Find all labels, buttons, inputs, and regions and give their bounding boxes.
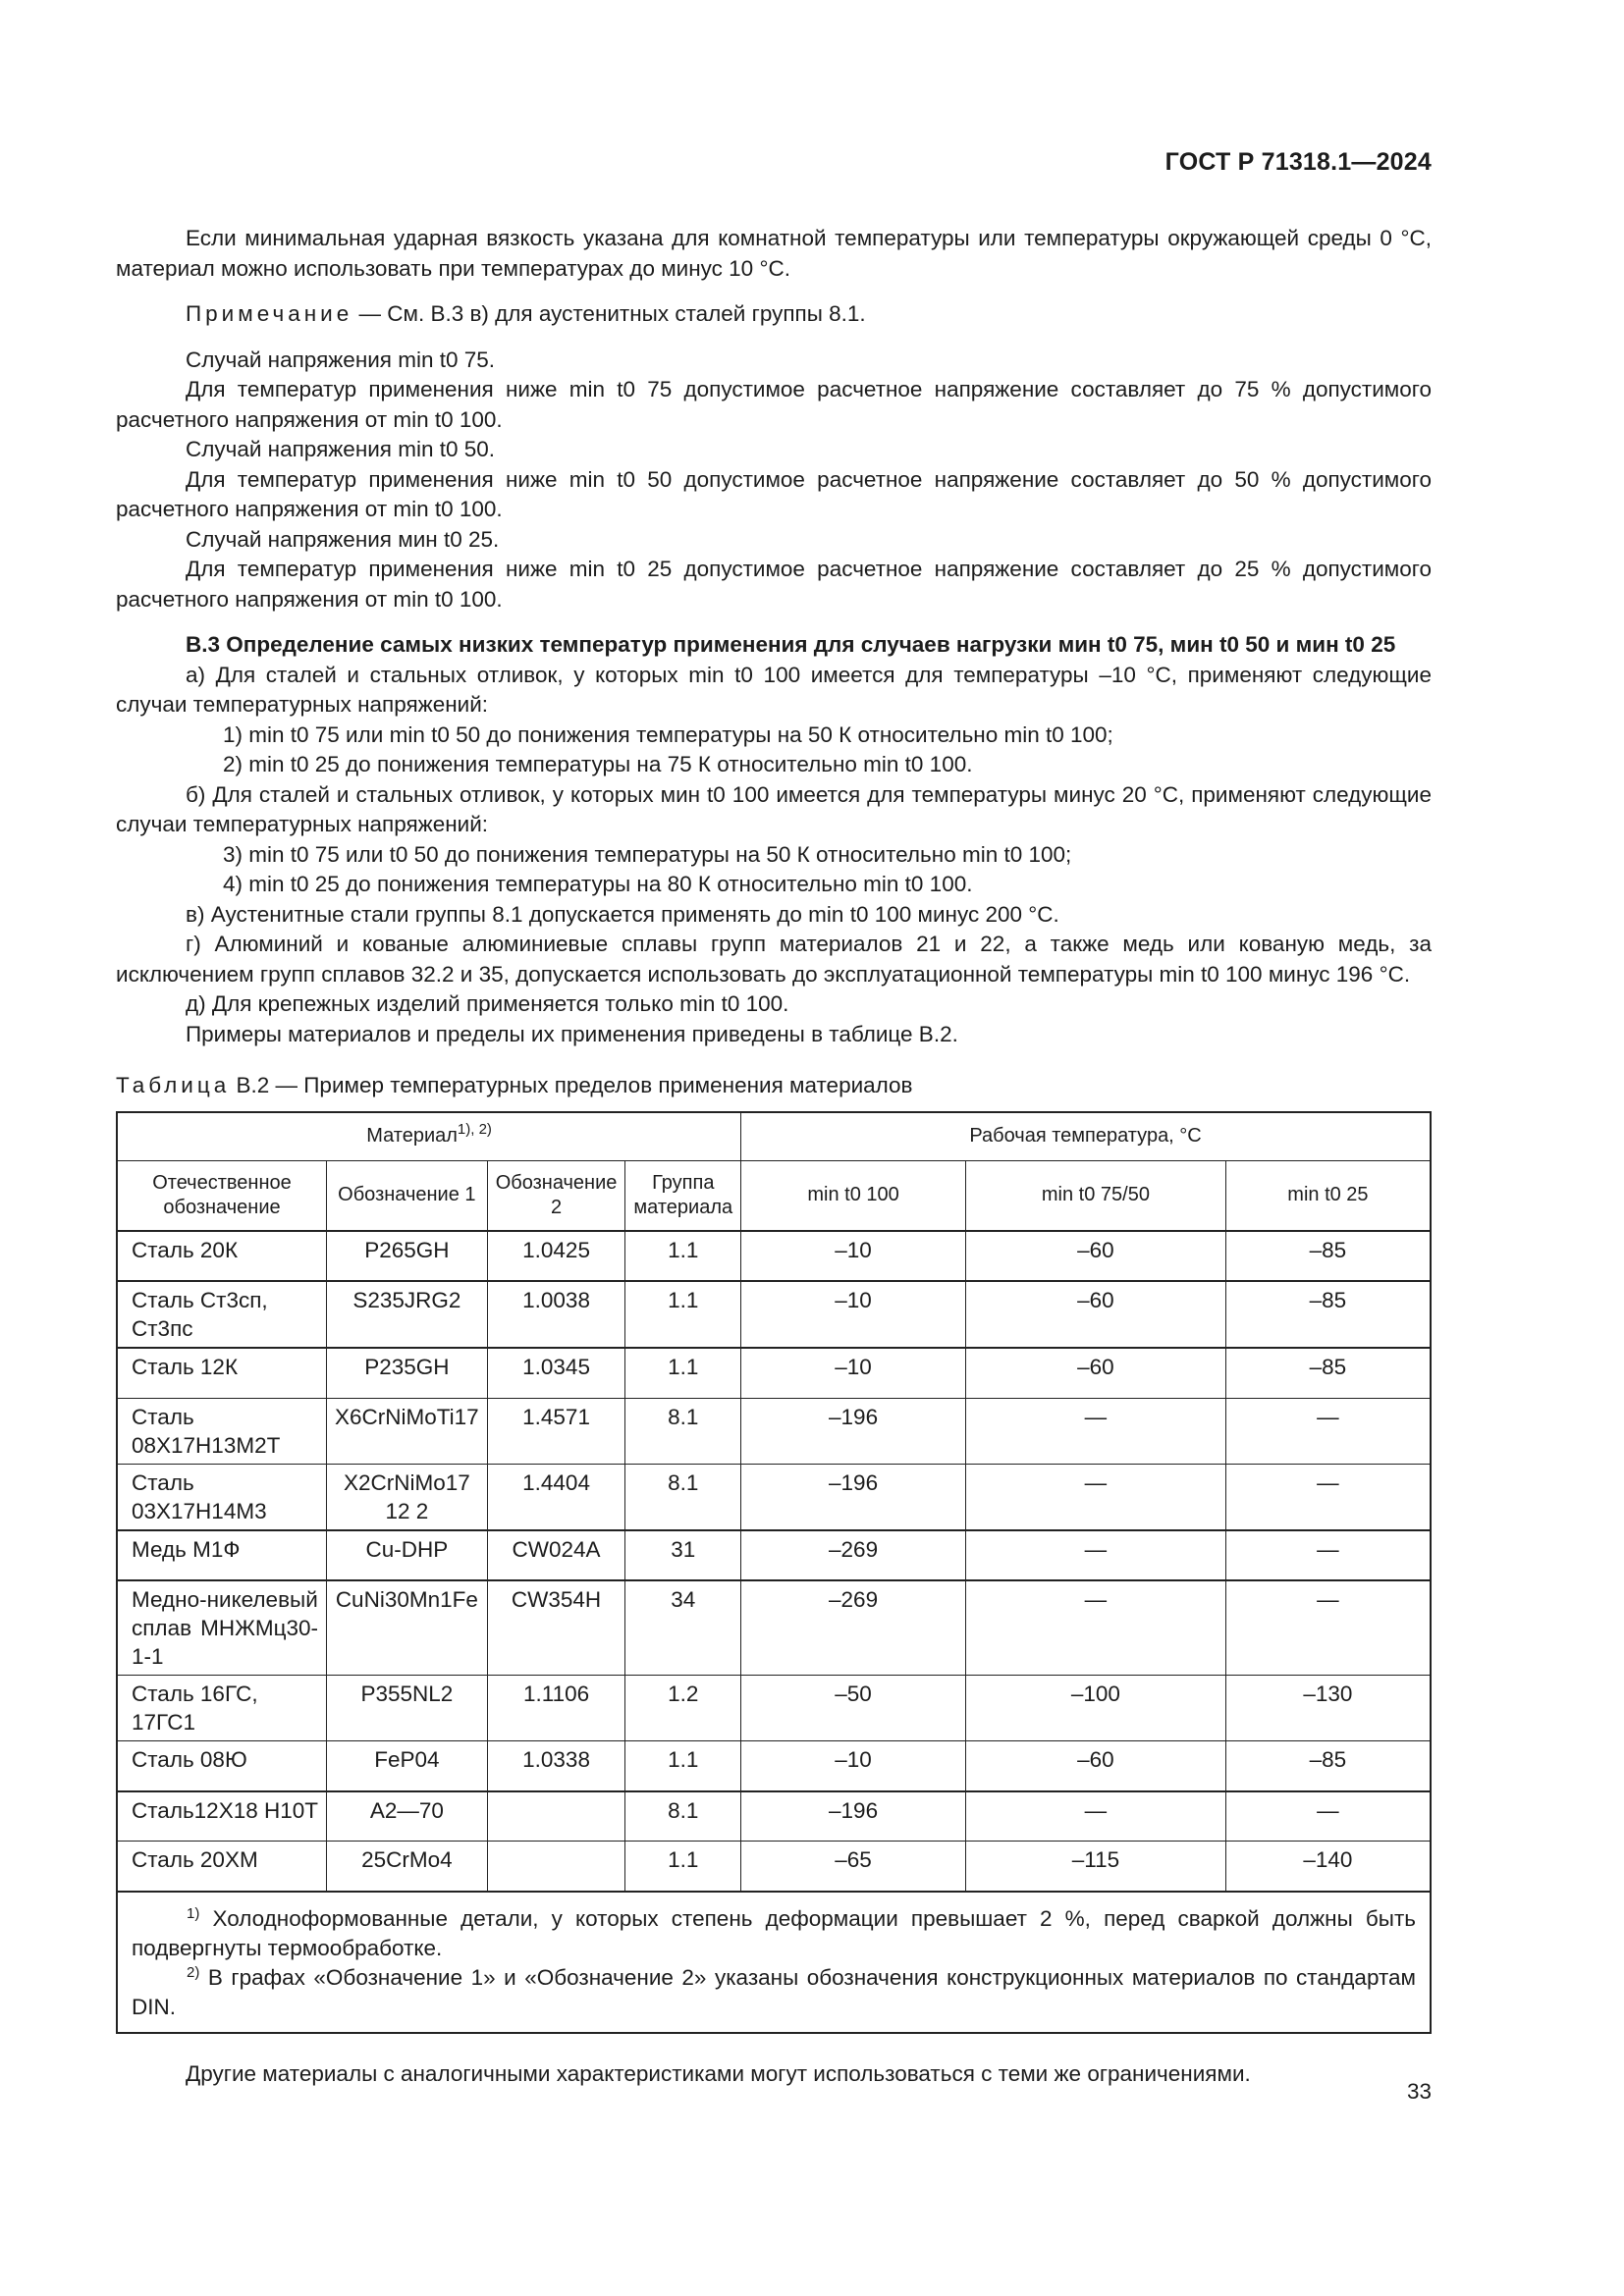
cell-t100: –196 <box>741 1791 966 1842</box>
cell-t75: –115 <box>966 1842 1226 1892</box>
cell-designation-2: 1.4571 <box>487 1398 625 1464</box>
item-v: в) Аустенитные стали группы 8.1 допускается применять до min t0 100 минус 200 °С. <box>186 901 1059 927</box>
table-row <box>117 1530 1431 1581</box>
cell-group: 1.1 <box>625 1741 741 1791</box>
item-d: д) Для крепежных изделий применяется только min t0 100. <box>186 991 789 1016</box>
materials-table <box>116 1111 1432 2034</box>
header-material-sup: 1), 2) <box>457 1121 492 1138</box>
footnote-1-text: Холодноформованные детали, у которых степень деформации превышает 2 %, перед сваркой должны быть подвергнуты термообработке. <box>132 1905 1416 1960</box>
cell-designation-1: P235GH <box>327 1348 488 1398</box>
cell-t75: –60 <box>966 1281 1226 1348</box>
cell-t75: –60 <box>966 1741 1226 1791</box>
item-a2: 2) min t0 25 до понижения температуры на 75 К относительно min t0 100. <box>223 752 973 776</box>
cell-designation-1: CuNi30Mn1Fe <box>327 1580 488 1676</box>
header-domestic: Отечественное обозначение <box>117 1160 327 1231</box>
case-25-text: Для температур применения ниже min t0 25 допустимое расчетное напряжение составляет до 25 % допустимого расчетного напряжения от min t0 100. <box>116 557 1432 612</box>
cell-t100: –65 <box>741 1842 966 1892</box>
cell-t25: –85 <box>1225 1281 1431 1348</box>
section-b3-heading: В.3 Определение самых низких температур применения для случаев нагрузки мин t0 75, мин t0 50 и мин t0 25 <box>186 632 1396 657</box>
cell-t100: –50 <box>741 1676 966 1741</box>
cell-t25: –85 <box>1225 1741 1431 1791</box>
cell-t100: –10 <box>741 1348 966 1398</box>
cell-group: 1.1 <box>625 1842 741 1892</box>
cell-t100: –10 <box>741 1741 966 1791</box>
cell-t100: –269 <box>741 1530 966 1581</box>
header-t75-50: min t0 75/50 <box>966 1160 1226 1231</box>
table-row <box>117 1464 1431 1530</box>
cell-name: Медно-никелевый сплав МНЖМц30-1-1 <box>117 1580 327 1676</box>
case-75-text: Для температур применения ниже min t0 75 допустимое расчетное напряжение составляет до 75 % допустимого расчетного напряжения от min t0 100. <box>116 377 1432 432</box>
case-25-title: Случай напряжения мин t0 25. <box>186 526 500 552</box>
table-row <box>117 1398 1431 1464</box>
cell-name: Сталь 16ГС, 17ГС1 <box>117 1676 327 1741</box>
cell-group: 34 <box>625 1580 741 1676</box>
cell-designation-1: X2CrNiMo17 12 2 <box>327 1464 488 1530</box>
header-work-temp: Рабочая температура, °С <box>741 1112 1431 1161</box>
table-caption-text: В.2 — Пример температурных пределов применения материалов <box>230 1073 913 1097</box>
table-caption-label: Таблица <box>116 1073 231 1097</box>
note-line <box>116 299 1432 330</box>
cell-designation-2: 1.4404 <box>487 1464 625 1530</box>
item-a1: 1) min t0 75 или min t0 50 до понижения температуры на 50 К относительно min t0 100; <box>223 721 1113 747</box>
item-b3: 3) min t0 75 или t0 50 до понижения температуры на 50 К относительно min t0 100; <box>223 841 1072 867</box>
table-row <box>117 1580 1431 1676</box>
footnote-2-text: В графах «Обозначение 1» и «Обозначение 2» указаны обозначения конструкционных материалов по стандартам DIN. <box>132 1964 1416 2019</box>
cell-t75: — <box>966 1530 1226 1581</box>
header-group: Группа материала <box>625 1160 741 1231</box>
cell-designation-2: CW354H <box>487 1580 625 1676</box>
header-t25: min t0 25 <box>1225 1160 1431 1231</box>
cell-t100: –196 <box>741 1398 966 1464</box>
cell-group: 1.2 <box>625 1676 741 1741</box>
cell-group: 1.1 <box>625 1231 741 1282</box>
cell-t75: — <box>966 1398 1226 1464</box>
header-t100: min t0 100 <box>741 1160 966 1231</box>
page-number: 33 <box>1406 2079 1432 2104</box>
cell-t25: –130 <box>1225 1676 1431 1741</box>
cell-designation-2: 1.0345 <box>487 1348 625 1398</box>
cell-designation-2: 1.0038 <box>487 1281 625 1348</box>
table-row <box>117 1791 1431 1842</box>
table-footnotes <box>117 1892 1431 2033</box>
cell-name: Медь М1Ф <box>117 1530 327 1581</box>
header-material <box>117 1112 741 1161</box>
cell-t100: –10 <box>741 1281 966 1348</box>
case-75-title: Случай напряжения min t0 75. <box>186 347 496 372</box>
cell-t75: –100 <box>966 1676 1226 1741</box>
cell-designation-1: FeP04 <box>327 1741 488 1791</box>
note-text: — См. В.3 в) для аустенитных сталей группы 8.1. <box>352 301 866 326</box>
cell-t100: –196 <box>741 1464 966 1530</box>
item-b: б) Для сталей и стальных отливок, у которых мин t0 100 имеется для температуры минус 20 °С, применяют следующие случаи температурных напряжений: <box>116 781 1432 836</box>
cell-t25: — <box>1225 1791 1431 1842</box>
cell-name: Сталь 12К <box>117 1348 327 1398</box>
closing-paragraph: Другие материалы с аналогичными характеристиками могут использоваться с теми же ограничениями. <box>186 2060 1251 2086</box>
cell-group: 8.1 <box>625 1398 741 1464</box>
cell-t75: –60 <box>966 1348 1226 1398</box>
document-code: ГОСТ Р 71318.1—2024 <box>1164 148 1432 176</box>
cell-name: Сталь 08Х17Н13М2Т <box>117 1398 327 1464</box>
footnote-2 <box>132 1963 1416 2022</box>
table-row <box>117 1676 1431 1741</box>
paragraph-impact-strength: Если минимальная ударная вязкость указана для комнатной температуры или температуры окружающей среды 0 °С, материал можно использовать при температурах до минус 10 °С. <box>116 226 1432 281</box>
cell-group: 8.1 <box>625 1464 741 1530</box>
item-a: а) Для сталей и стальных отливок, у которых min t0 100 имеется для температуры –10 °С, применяют следующие случаи температурных напряжений: <box>116 662 1432 717</box>
cell-name: Сталь 03Х17Н14М3 <box>117 1464 327 1530</box>
cell-t100: –269 <box>741 1580 966 1676</box>
footnote-1-mark: 1) <box>187 1904 200 1922</box>
cell-designation-1: P355NL2 <box>327 1676 488 1741</box>
page-content <box>116 224 1432 2089</box>
cell-t75: — <box>966 1464 1226 1530</box>
cell-designation-1: Cu-DHP <box>327 1530 488 1581</box>
cell-group: 8.1 <box>625 1791 741 1842</box>
footnote-1 <box>132 1904 1416 1963</box>
cell-designation-1: X6CrNiMoTi17 <box>327 1398 488 1464</box>
cell-name: Сталь 20ХМ <box>117 1842 327 1892</box>
cell-group: 1.1 <box>625 1281 741 1348</box>
cell-designation-2 <box>487 1842 625 1892</box>
cell-t25: — <box>1225 1580 1431 1676</box>
cell-t25: –140 <box>1225 1842 1431 1892</box>
examples-line: Примеры материалов и пределы их применения приведены в таблице В.2. <box>186 1021 958 1046</box>
cell-designation-2: 1.1106 <box>487 1676 625 1741</box>
cell-t25: –85 <box>1225 1348 1431 1398</box>
cell-t75: –60 <box>966 1231 1226 1282</box>
cell-group: 31 <box>625 1530 741 1581</box>
cell-t75: — <box>966 1580 1226 1676</box>
cell-t100: –10 <box>741 1231 966 1282</box>
header-designation-1: Обозначение 1 <box>327 1160 488 1231</box>
cell-group: 1.1 <box>625 1348 741 1398</box>
footnote-2-mark: 2) <box>187 1963 200 1981</box>
cell-designation-1: P265GH <box>327 1231 488 1282</box>
cell-designation-2: CW024A <box>487 1530 625 1581</box>
header-designation-2: Обозначение 2 <box>487 1160 625 1231</box>
cell-name: Сталь Ст3сп, Ст3пс <box>117 1281 327 1348</box>
table-caption <box>116 1071 1432 1101</box>
cell-designation-1: A2—70 <box>327 1791 488 1842</box>
cell-name: Сталь 08Ю <box>117 1741 327 1791</box>
note-label: Примечание <box>186 301 353 326</box>
table-row <box>117 1842 1431 1892</box>
case-50-title: Случай напряжения min t0 50. <box>186 437 496 461</box>
cell-designation-2: 1.0338 <box>487 1741 625 1791</box>
table-row <box>117 1348 1431 1398</box>
case-50-text: Для температур применения ниже min t0 50 допустимое расчетное напряжение составляет до 50 % допустимого расчетного напряжения от min t0 100. <box>116 466 1432 521</box>
cell-t75: — <box>966 1791 1226 1842</box>
cell-t25: — <box>1225 1398 1431 1464</box>
cell-designation-1: 25CrMo4 <box>327 1842 488 1892</box>
cell-designation-2: 1.0425 <box>487 1231 625 1282</box>
cell-t25: — <box>1225 1464 1431 1530</box>
cell-designation-2 <box>487 1791 625 1842</box>
cell-t25: — <box>1225 1530 1431 1581</box>
cell-t25: –85 <box>1225 1231 1431 1282</box>
table-footnotes-row <box>117 1892 1431 2033</box>
item-g: г) Алюминий и кованые алюминиевые сплавы групп материалов 21 и 22, а также медь или кованую медь, за исключением групп сплавов 32.2 и 35, допускается использовать до эксплуатационной температуры min t0 100 минус 196 °С. <box>116 932 1432 987</box>
cell-designation-1: S235JRG2 <box>327 1281 488 1348</box>
item-b4: 4) min t0 25 до понижения температуры на 80 К относительно min t0 100. <box>223 872 973 896</box>
cell-name: Сталь12Х18 Н10Т <box>117 1791 327 1842</box>
table-row <box>117 1231 1431 1282</box>
table-row <box>117 1281 1431 1348</box>
header-material-text: Материал <box>366 1125 458 1147</box>
cell-name: Сталь 20К <box>117 1231 327 1282</box>
table-row <box>117 1741 1431 1791</box>
